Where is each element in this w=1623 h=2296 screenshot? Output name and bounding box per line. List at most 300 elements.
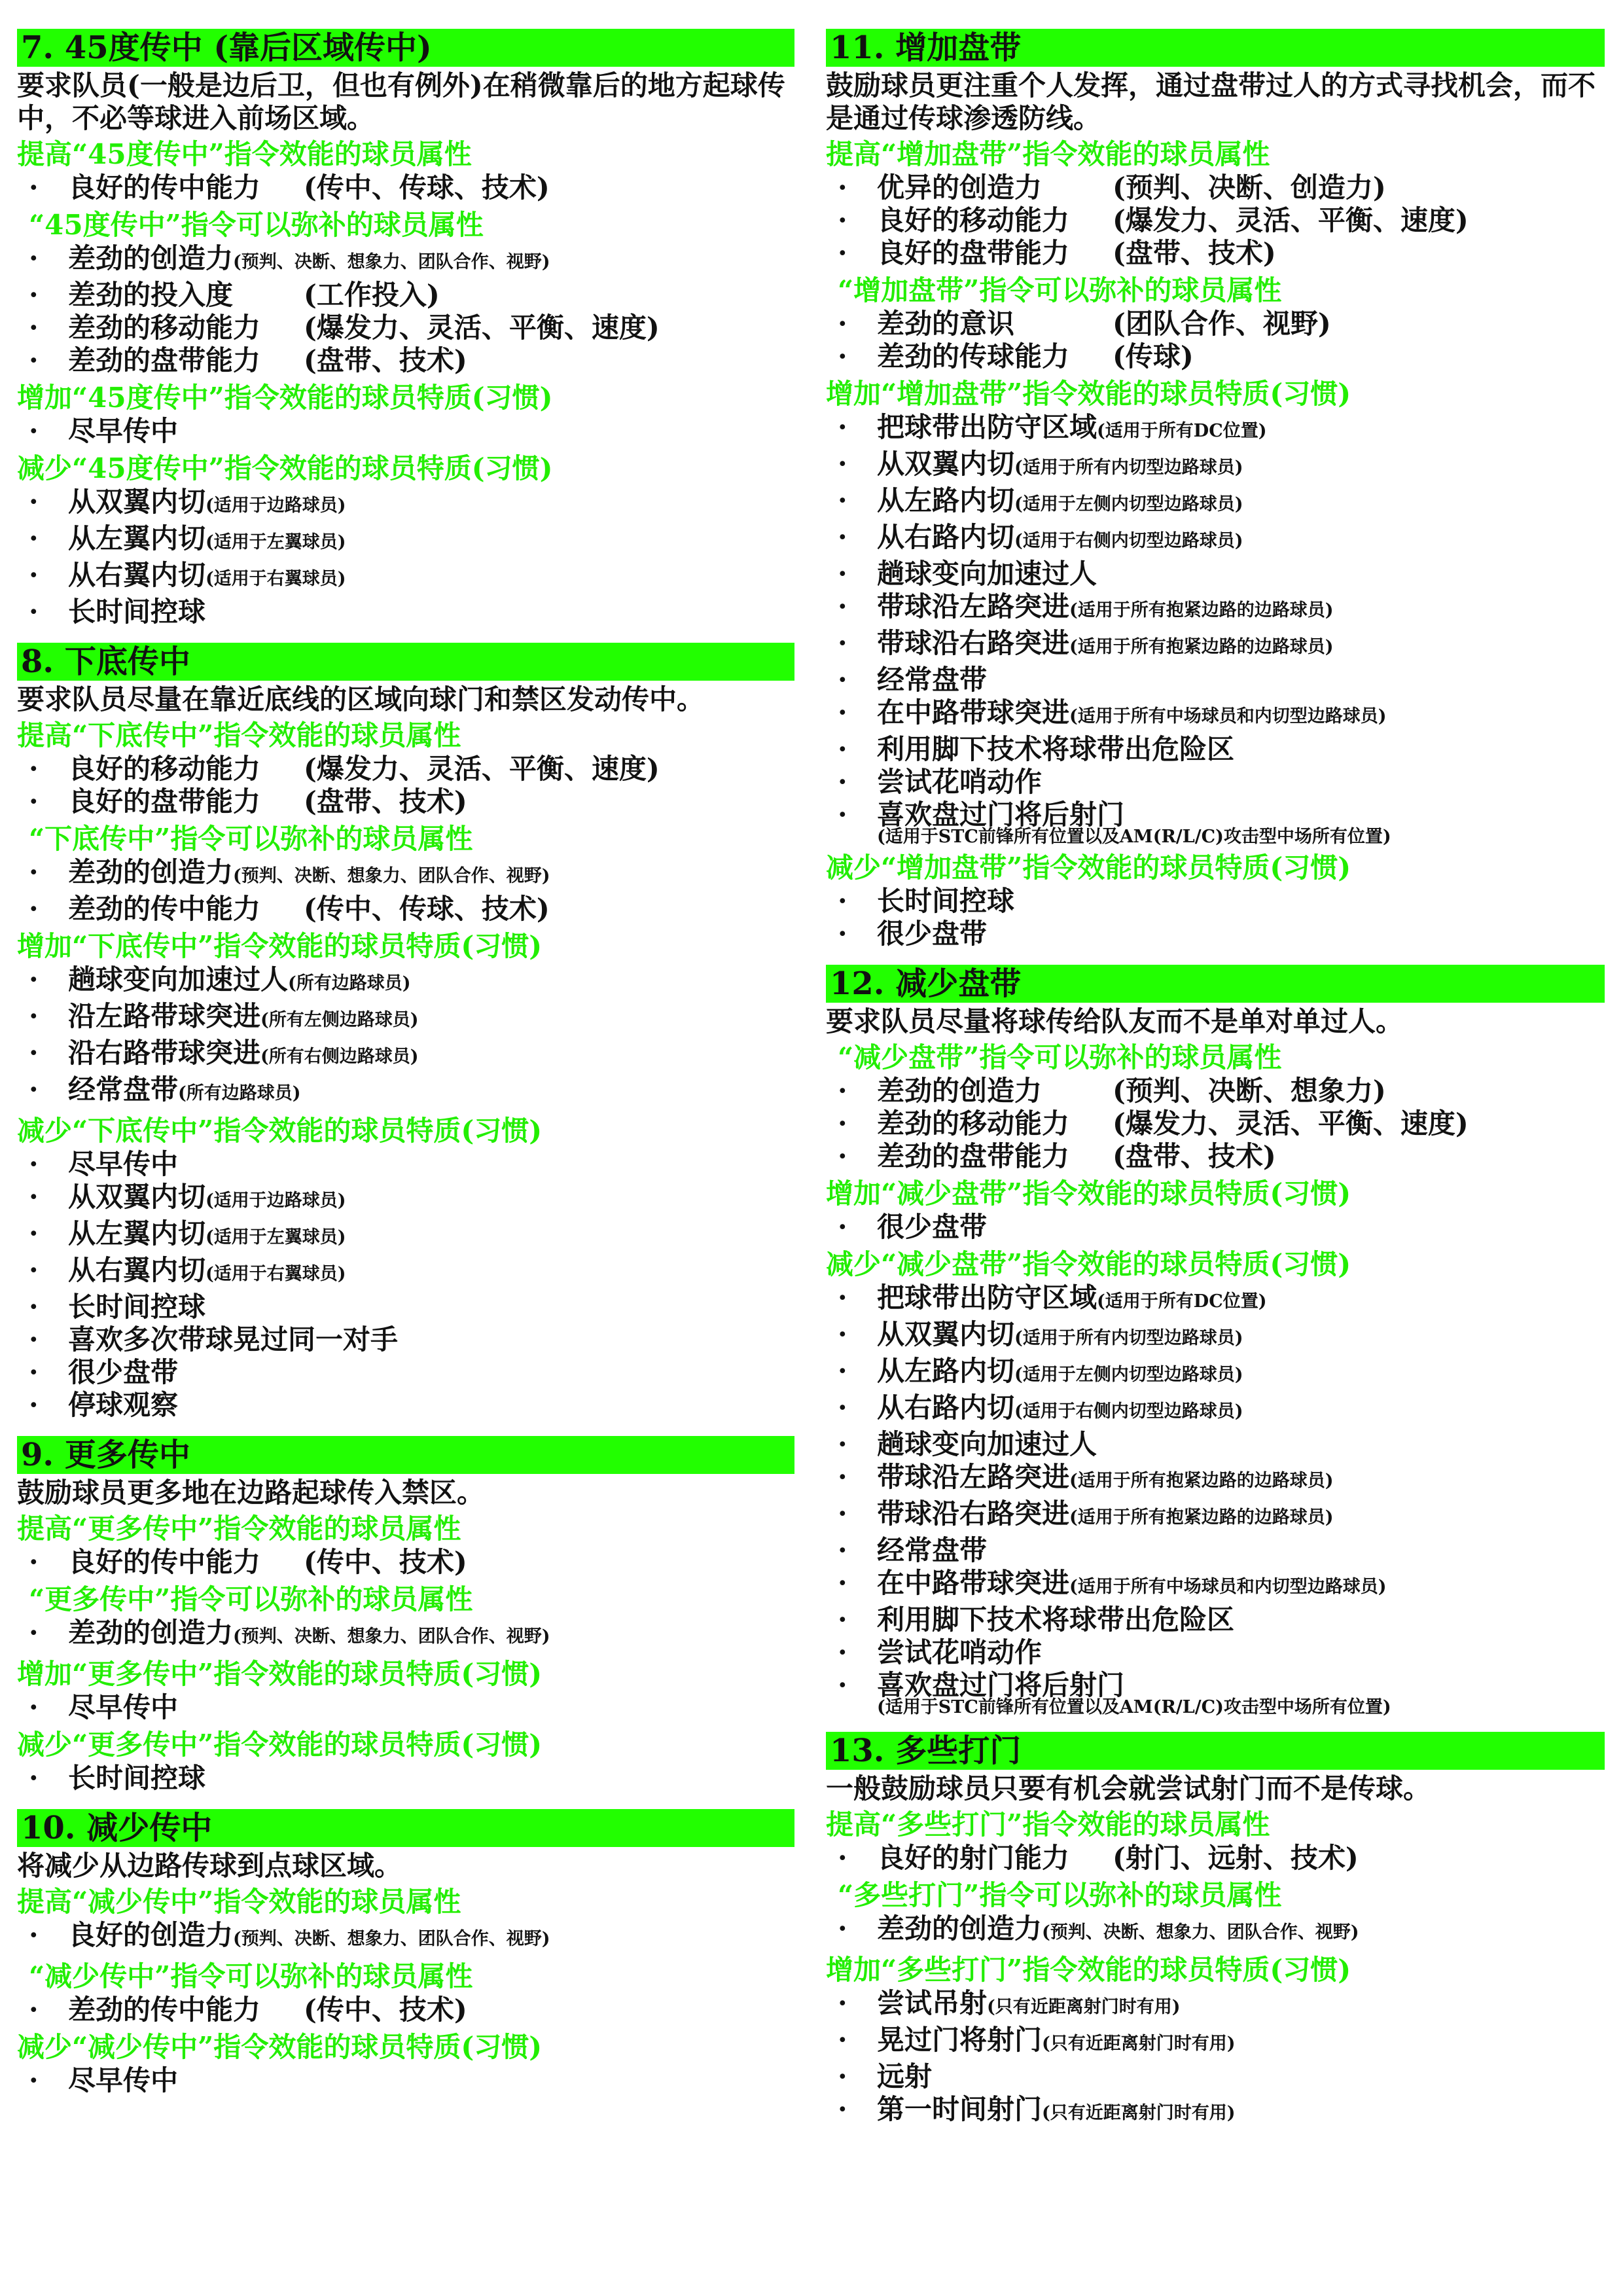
item-note: (适用于左翼球员): [205, 1227, 346, 1247]
section-description: 要求队员(一般是边后卫，但也有例外)在稍微靠后的地方起球传中，不必等球进入前场区域。: [17, 69, 785, 134]
item-label: 长时间控球: [68, 1762, 206, 1794]
group-title: 减少“更多传中”指令效能的球员特质(习惯): [17, 1729, 543, 1761]
list-item: [17, 785, 794, 818]
list-item: [826, 340, 1605, 373]
attribute-group: [17, 381, 794, 448]
item-list: [17, 856, 794, 925]
list-item: [826, 1498, 1605, 1534]
bullet-icon: ·: [838, 2093, 847, 2125]
item-attributes: (团队合作、视野): [1113, 308, 1331, 340]
bullet-icon: ·: [29, 1291, 39, 1323]
list-item: [826, 521, 1605, 558]
item-list: [826, 411, 1605, 847]
bullet-icon: ·: [838, 1107, 847, 1139]
section-title: 9. 更多传中: [17, 1436, 794, 1474]
item-label: 尝试吊射: [877, 1987, 988, 2019]
item-label: 从左路内切: [877, 1355, 1015, 1387]
item-label: 趟球变向加速过人: [877, 558, 1097, 590]
bullet-icon: ·: [838, 664, 847, 696]
item-label: 从左翼内切: [68, 522, 206, 554]
bullet-icon: ·: [838, 1211, 847, 1243]
section: [826, 965, 1605, 1717]
list-item: [826, 1282, 1605, 1318]
list-item: [826, 1567, 1605, 1604]
bullet-icon: ·: [29, 1148, 39, 1180]
left-column: [17, 29, 794, 2111]
item-list: [17, 963, 794, 1110]
list-item: [826, 627, 1605, 664]
item-label: 良好的创造力: [68, 1919, 234, 1951]
bullet-icon: ·: [838, 1355, 847, 1387]
bullet-icon: ·: [838, 2024, 847, 2056]
list-item: [826, 918, 1605, 950]
section-title: 13. 多些打门: [826, 1732, 1605, 1770]
section: [826, 29, 1605, 950]
attribute-group: [826, 1247, 1605, 1717]
item-list: [17, 415, 794, 448]
attribute-group: [17, 1512, 794, 1579]
item-note: (适用于所有抱紧边路的边路球员): [1069, 1471, 1334, 1491]
attribute-group: [17, 208, 794, 377]
bullet-icon: ·: [838, 1912, 847, 1945]
list-item: [826, 2060, 1605, 2093]
item-label: 从右路内切: [877, 1391, 1015, 1424]
list-item: [826, 1636, 1605, 1669]
item-label: 差劲的盘带能力: [68, 344, 261, 376]
item-note: (适用于左翼球员): [205, 532, 346, 552]
attribute-group: [17, 822, 794, 925]
bullet-icon: ·: [838, 733, 847, 765]
list-item: [826, 558, 1605, 590]
item-label: 趟球变向加速过人: [68, 963, 289, 996]
bullet-icon: ·: [838, 885, 847, 917]
item-note: (只有近距离射门时有用): [987, 1997, 1181, 2017]
list-item: [826, 1534, 1605, 1567]
item-label: 优异的创造力: [877, 171, 1043, 204]
list-item: [17, 1389, 794, 1422]
bullet-icon: ·: [29, 171, 39, 204]
bullet-icon: ·: [838, 1282, 847, 1314]
attribute-group: [17, 1885, 794, 1956]
group-title: 减少“下底传中”指令效能的球员特质(习惯): [17, 1115, 543, 1147]
bullet-icon: ·: [29, 893, 39, 925]
item-label: 从右路内切: [877, 521, 1015, 553]
section-description: 一般鼓励球员只要有机会就尝试射门而不是传球。: [826, 1772, 1431, 1804]
list-item: [826, 798, 1605, 847]
item-note: (预判、决断、想象力、团队合作、视野): [233, 252, 550, 272]
list-item: [826, 1318, 1605, 1355]
group-title: 增加“增加盘带”指令效能的球员特质(习惯): [826, 378, 1351, 410]
bullet-icon: ·: [29, 1919, 39, 1951]
bullet-icon: ·: [29, 486, 39, 518]
attribute-group: [17, 719, 794, 818]
item-list: [17, 753, 794, 818]
item-label: 差劲的传球能力: [877, 340, 1070, 372]
item-list: [17, 242, 794, 377]
bullet-icon: ·: [838, 1391, 847, 1424]
item-attributes: (传中、传球、技术): [304, 171, 550, 204]
list-item: [17, 279, 794, 312]
list-item: [826, 171, 1605, 204]
bullet-icon: ·: [29, 1037, 39, 1069]
item-label: 尽早传中: [68, 415, 179, 447]
bullet-icon: ·: [29, 2064, 39, 2096]
bullet-icon: ·: [29, 1000, 39, 1032]
item-label: 从左路内切: [877, 484, 1015, 516]
bullet-icon: ·: [29, 312, 39, 344]
bullet-icon: ·: [29, 279, 39, 311]
list-item: [826, 448, 1605, 484]
item-attributes: (预判、决断、想象力): [1113, 1075, 1386, 1107]
item-list: [17, 1691, 794, 1724]
bullet-icon: ·: [29, 1389, 39, 1421]
item-label: 良好的射门能力: [877, 1842, 1070, 1874]
list-item: [826, 204, 1605, 237]
attribute-group: [17, 929, 794, 1110]
item-label: 带球沿左路突进: [877, 1461, 1070, 1493]
item-note: (适用于所有内切型边路球员): [1014, 457, 1243, 478]
list-item: [17, 522, 794, 559]
attribute-group: [17, 137, 794, 204]
list-item: [826, 1107, 1605, 1140]
list-item: [826, 696, 1605, 733]
item-label: 沿左路带球突进: [68, 1000, 261, 1032]
list-item: [826, 411, 1605, 448]
item-note: (适用于所有中场球员和内切型边路球员): [1069, 1577, 1387, 1597]
item-note: (适用于所有抱紧边路的边路球员): [1069, 600, 1334, 620]
list-item: [17, 344, 794, 377]
list-item: [826, 1428, 1605, 1461]
group-title: 提高“多些打门”指令效能的球员属性: [826, 1808, 1270, 1840]
item-attributes: (爆发力、灵活、平衡、速度): [1113, 1107, 1469, 1139]
group-title: “更多传中”指令可以弥补的球员属性: [29, 1583, 473, 1615]
list-item: [826, 2024, 1605, 2060]
item-note: (适用于右侧内切型边路球员): [1014, 1401, 1243, 1422]
list-item: [826, 1987, 1605, 2024]
item-label: 从双翼内切: [68, 1181, 206, 1213]
list-item: [17, 1691, 794, 1724]
list-item: [17, 171, 794, 204]
section-description: 鼓励球员更注重个人发挥，通过盘带过人的方式寻找机会，而不是通过传球渗透防线。: [826, 69, 1596, 134]
attribute-group: [17, 1960, 794, 2026]
list-item: [17, 1323, 794, 1356]
item-list: [826, 1842, 1605, 1874]
item-label: 带球沿左路突进: [877, 590, 1070, 622]
list-item: [826, 308, 1605, 340]
item-note: (所有边路球员): [288, 973, 411, 994]
attribute-group: [826, 851, 1605, 950]
item-label: 在中路带球突进: [877, 1567, 1070, 1599]
item-label: 晃过门将射门: [877, 2024, 1043, 2056]
bullet-icon: ·: [29, 1546, 39, 1578]
item-label: 很少盘带: [877, 1211, 988, 1243]
bullet-icon: ·: [838, 590, 847, 622]
list-item: [826, 1075, 1605, 1107]
section-title: 12. 减少盘带: [826, 965, 1605, 1003]
item-subnote: (适用于STC前锋所有位置以及AM(R/L/C)攻击型中场所有位置): [877, 827, 1391, 847]
bullet-icon: ·: [29, 1691, 39, 1723]
list-item: [826, 1604, 1605, 1636]
group-title: 增加“下底传中”指令效能的球员特质(习惯): [17, 930, 543, 962]
bullet-icon: ·: [838, 1636, 847, 1668]
item-list: [17, 171, 794, 204]
item-note: (预判、决断、想象力、团队合作、视野): [1042, 1922, 1359, 1943]
list-item: [17, 415, 794, 448]
attribute-group: [826, 274, 1605, 373]
item-label: 差劲的传中能力: [68, 893, 261, 925]
bullet-icon: ·: [838, 1987, 847, 2019]
bullet-icon: ·: [838, 627, 847, 659]
item-label: 从右翼内切: [68, 1254, 206, 1286]
section-description: 将减少从边路传球到点球区域。: [17, 1850, 402, 1882]
list-item: [826, 664, 1605, 696]
section: [17, 1436, 794, 1795]
item-label: 长时间控球: [877, 885, 1015, 917]
item-label: 差劲的移动能力: [68, 312, 261, 344]
group-title: 提高“下底传中”指令效能的球员属性: [17, 719, 461, 751]
bullet-icon: ·: [29, 1617, 39, 1649]
attribute-group: [17, 1114, 794, 1422]
bullet-icon: ·: [838, 1318, 847, 1350]
list-item: [826, 484, 1605, 521]
item-label: 很少盘带: [68, 1356, 179, 1388]
bullet-icon: ·: [838, 1498, 847, 1530]
item-label: 喜欢盘过门将后射门: [877, 1669, 1125, 1701]
list-item: [17, 1994, 794, 2026]
bullet-icon: ·: [838, 1842, 847, 1874]
bullet-icon: ·: [29, 1254, 39, 1286]
group-title: “增加盘带”指令可以弥补的球员属性: [838, 274, 1282, 306]
item-note: (预判、决断、想象力、团队合作、视野): [233, 866, 550, 886]
item-attributes: (爆发力、灵活、平衡、速度): [1113, 204, 1469, 236]
list-item: [826, 885, 1605, 918]
bullet-icon: ·: [838, 1669, 847, 1701]
item-label: 差劲的创造力: [877, 1912, 1043, 1945]
bullet-icon: ·: [838, 448, 847, 480]
bullet-icon: ·: [838, 1140, 847, 1172]
item-note: (适用于左侧内切型边路球员): [1014, 494, 1243, 514]
item-label: 经常盘带: [877, 664, 988, 696]
item-label: 从右翼内切: [68, 559, 206, 591]
item-label: 从左翼内切: [68, 1217, 206, 1249]
list-item: [17, 242, 794, 279]
section-description: 要求队员尽量将球传给队友而不是单对单过人。: [826, 1005, 1404, 1037]
item-label: 尽早传中: [68, 1148, 179, 1180]
item-label: 差劲的创造力: [68, 1617, 234, 1649]
bullet-icon: ·: [838, 308, 847, 340]
list-item: [17, 596, 794, 628]
attribute-group: [17, 452, 794, 628]
section-title: 8. 下底传中: [17, 643, 794, 681]
attribute-group: [826, 1953, 1605, 2130]
item-label: 良好的传中能力: [68, 1546, 261, 1578]
list-item: [826, 766, 1605, 798]
item-note: (所有边路球员): [178, 1083, 301, 1103]
attribute-group: [17, 2030, 794, 2097]
item-label: 良好的盘带能力: [68, 785, 261, 817]
bullet-icon: ·: [838, 1567, 847, 1599]
item-list: [17, 486, 794, 628]
list-item: [826, 1140, 1605, 1173]
group-title: 增加“更多传中”指令效能的球员特质(习惯): [17, 1658, 543, 1690]
item-list: [826, 1987, 1605, 2130]
bullet-icon: ·: [838, 340, 847, 372]
list-item: [17, 2064, 794, 2097]
group-title: 减少“减少盘带”指令效能的球员特质(习惯): [826, 1248, 1351, 1280]
item-label: 从双翼内切: [877, 1318, 1015, 1350]
item-note: (适用于所有抱紧边路的边路球员): [1069, 637, 1334, 657]
list-item: [17, 1919, 794, 1956]
bullet-icon: ·: [838, 696, 847, 728]
item-label: 把球带出防守区域: [877, 1282, 1097, 1314]
list-item: [17, 963, 794, 1000]
item-label: 利用脚下技术将球带出危险区: [877, 1604, 1235, 1636]
item-attributes: (盘带、技术): [1113, 1140, 1276, 1172]
list-item: [826, 590, 1605, 627]
bullet-icon: ·: [838, 766, 847, 798]
item-label: 第一时间射门: [877, 2093, 1043, 2125]
bullet-icon: ·: [29, 242, 39, 274]
attribute-group: [826, 1808, 1605, 1874]
section-title: 10. 减少传中: [17, 1809, 794, 1847]
item-list: [826, 885, 1605, 950]
bullet-icon: ·: [29, 1181, 39, 1213]
item-list: [826, 1912, 1605, 1949]
attribute-group: [17, 1583, 794, 1653]
item-attributes: (盘带、技术): [304, 344, 467, 376]
item-attributes: (盘带、技术): [1113, 237, 1276, 269]
group-title: 增加“减少盘带”指令效能的球员特质(习惯): [826, 1177, 1351, 1210]
item-label: 差劲的盘带能力: [877, 1140, 1070, 1172]
item-list: [826, 308, 1605, 373]
item-label: 带球沿右路突进: [877, 627, 1070, 659]
item-note: (适用于右翼球员): [205, 1264, 346, 1284]
item-label: 沿右路带球突进: [68, 1037, 261, 1069]
list-item: [17, 1291, 794, 1323]
bullet-icon: ·: [838, 918, 847, 950]
item-attributes: (传中、技术): [304, 1994, 467, 2026]
list-item: [17, 856, 794, 893]
item-attributes: (盘带、技术): [304, 785, 467, 817]
item-list: [826, 1075, 1605, 1173]
list-item: [17, 1254, 794, 1291]
section: [826, 1732, 1605, 2130]
item-note: (适用于边路球员): [205, 1191, 346, 1211]
bullet-icon: ·: [29, 1073, 39, 1105]
item-label: 把球带出防守区域: [877, 411, 1097, 443]
bullet-icon: ·: [29, 559, 39, 591]
item-label: 远射: [877, 2060, 933, 2092]
group-title: 减少“减少传中”指令效能的球员特质(习惯): [17, 2031, 543, 2063]
attribute-group: [826, 137, 1605, 270]
item-list: [826, 1282, 1605, 1717]
section: [17, 643, 794, 1422]
item-label: 差劲的创造力: [68, 242, 234, 274]
bullet-icon: ·: [838, 798, 847, 831]
bullet-icon: ·: [838, 2060, 847, 2092]
item-list: [17, 1617, 794, 1653]
item-note: (适用于右翼球员): [205, 569, 346, 589]
item-note: (适用于所有中场球员和内切型边路球员): [1069, 706, 1387, 726]
item-label: 趟球变向加速过人: [877, 1428, 1097, 1460]
list-item: [17, 1217, 794, 1254]
item-label: 很少盘带: [877, 918, 988, 950]
bullet-icon: ·: [838, 1461, 847, 1493]
list-item: [826, 237, 1605, 270]
item-attributes: (传中、传球、技术): [304, 893, 550, 925]
group-title: 提高“减少传中”指令效能的球员属性: [17, 1886, 461, 1918]
item-list: [17, 2064, 794, 2097]
list-item: [17, 1148, 794, 1181]
section-description: 鼓励球员更多地在边路起球传入禁区。: [17, 1477, 485, 1509]
item-label: 经常盘带: [68, 1073, 179, 1105]
item-label: 在中路带球突进: [877, 696, 1070, 728]
item-note: (只有近距离射门时有用): [1042, 2034, 1236, 2054]
item-attributes: (传球): [1113, 340, 1194, 372]
item-attributes: (传中、技术): [304, 1546, 467, 1578]
item-attributes: (工作投入): [304, 279, 440, 311]
bullet-icon: ·: [838, 237, 847, 269]
item-note: (预判、决断、想象力、团队合作、视野): [233, 1929, 550, 1949]
bullet-icon: ·: [838, 411, 847, 443]
item-label: 差劲的投入度: [68, 279, 234, 311]
right-column: [826, 29, 1605, 2144]
list-item: [17, 893, 794, 925]
group-title: “多些打门”指令可以弥补的球员属性: [838, 1879, 1282, 1911]
item-attributes: (爆发力、灵活、平衡、速度): [304, 312, 660, 344]
item-list: [826, 171, 1605, 270]
list-item: [17, 1037, 794, 1073]
list-item: [826, 1669, 1605, 1717]
list-item: [826, 1211, 1605, 1244]
item-label: 停球观察: [68, 1389, 179, 1421]
bullet-icon: ·: [29, 415, 39, 447]
bullet-icon: ·: [838, 1604, 847, 1636]
item-note: (适用于所有DC位置): [1097, 421, 1267, 441]
item-note: (适用于边路球员): [205, 495, 346, 516]
list-item: [17, 1181, 794, 1217]
group-title: 提高“45度传中”指令效能的球员属性: [17, 138, 472, 170]
bullet-icon: ·: [29, 1994, 39, 2026]
item-note: (所有右侧边路球员): [260, 1047, 419, 1067]
item-label: 良好的移动能力: [68, 753, 261, 785]
group-title: 减少“45度传中”指令效能的球员特质(习惯): [17, 452, 553, 484]
bullet-icon: ·: [838, 1075, 847, 1107]
bullet-icon: ·: [838, 1428, 847, 1460]
item-attributes: (射门、远射、技术): [1113, 1842, 1359, 1874]
list-item: [826, 1842, 1605, 1874]
bullet-icon: ·: [838, 204, 847, 236]
item-label: 良好的移动能力: [877, 204, 1070, 236]
list-item: [826, 2093, 1605, 2130]
item-note: (适用于左侧内切型边路球员): [1014, 1365, 1243, 1385]
list-item: [17, 1073, 794, 1110]
item-note: (所有左侧边路球员): [260, 1010, 419, 1030]
item-subnote: (适用于STC前锋所有位置以及AM(R/L/C)攻击型中场所有位置): [877, 1697, 1391, 1717]
group-title: 提高“更多传中”指令效能的球员属性: [17, 1513, 461, 1545]
list-item: [826, 1391, 1605, 1428]
section-title: 7. 45度传中 (靠后区域传中): [17, 29, 794, 67]
group-title: “减少传中”指令可以弥补的球员属性: [29, 1960, 473, 1992]
item-label: 从双翼内切: [68, 486, 206, 518]
bullet-icon: ·: [29, 596, 39, 628]
list-item: [17, 1000, 794, 1037]
item-label: 经常盘带: [877, 1534, 988, 1566]
bullet-icon: ·: [29, 344, 39, 376]
group-title: 提高“增加盘带”指令效能的球员属性: [826, 138, 1270, 170]
attribute-group: [826, 1177, 1605, 1244]
attribute-group: [826, 1878, 1605, 1949]
